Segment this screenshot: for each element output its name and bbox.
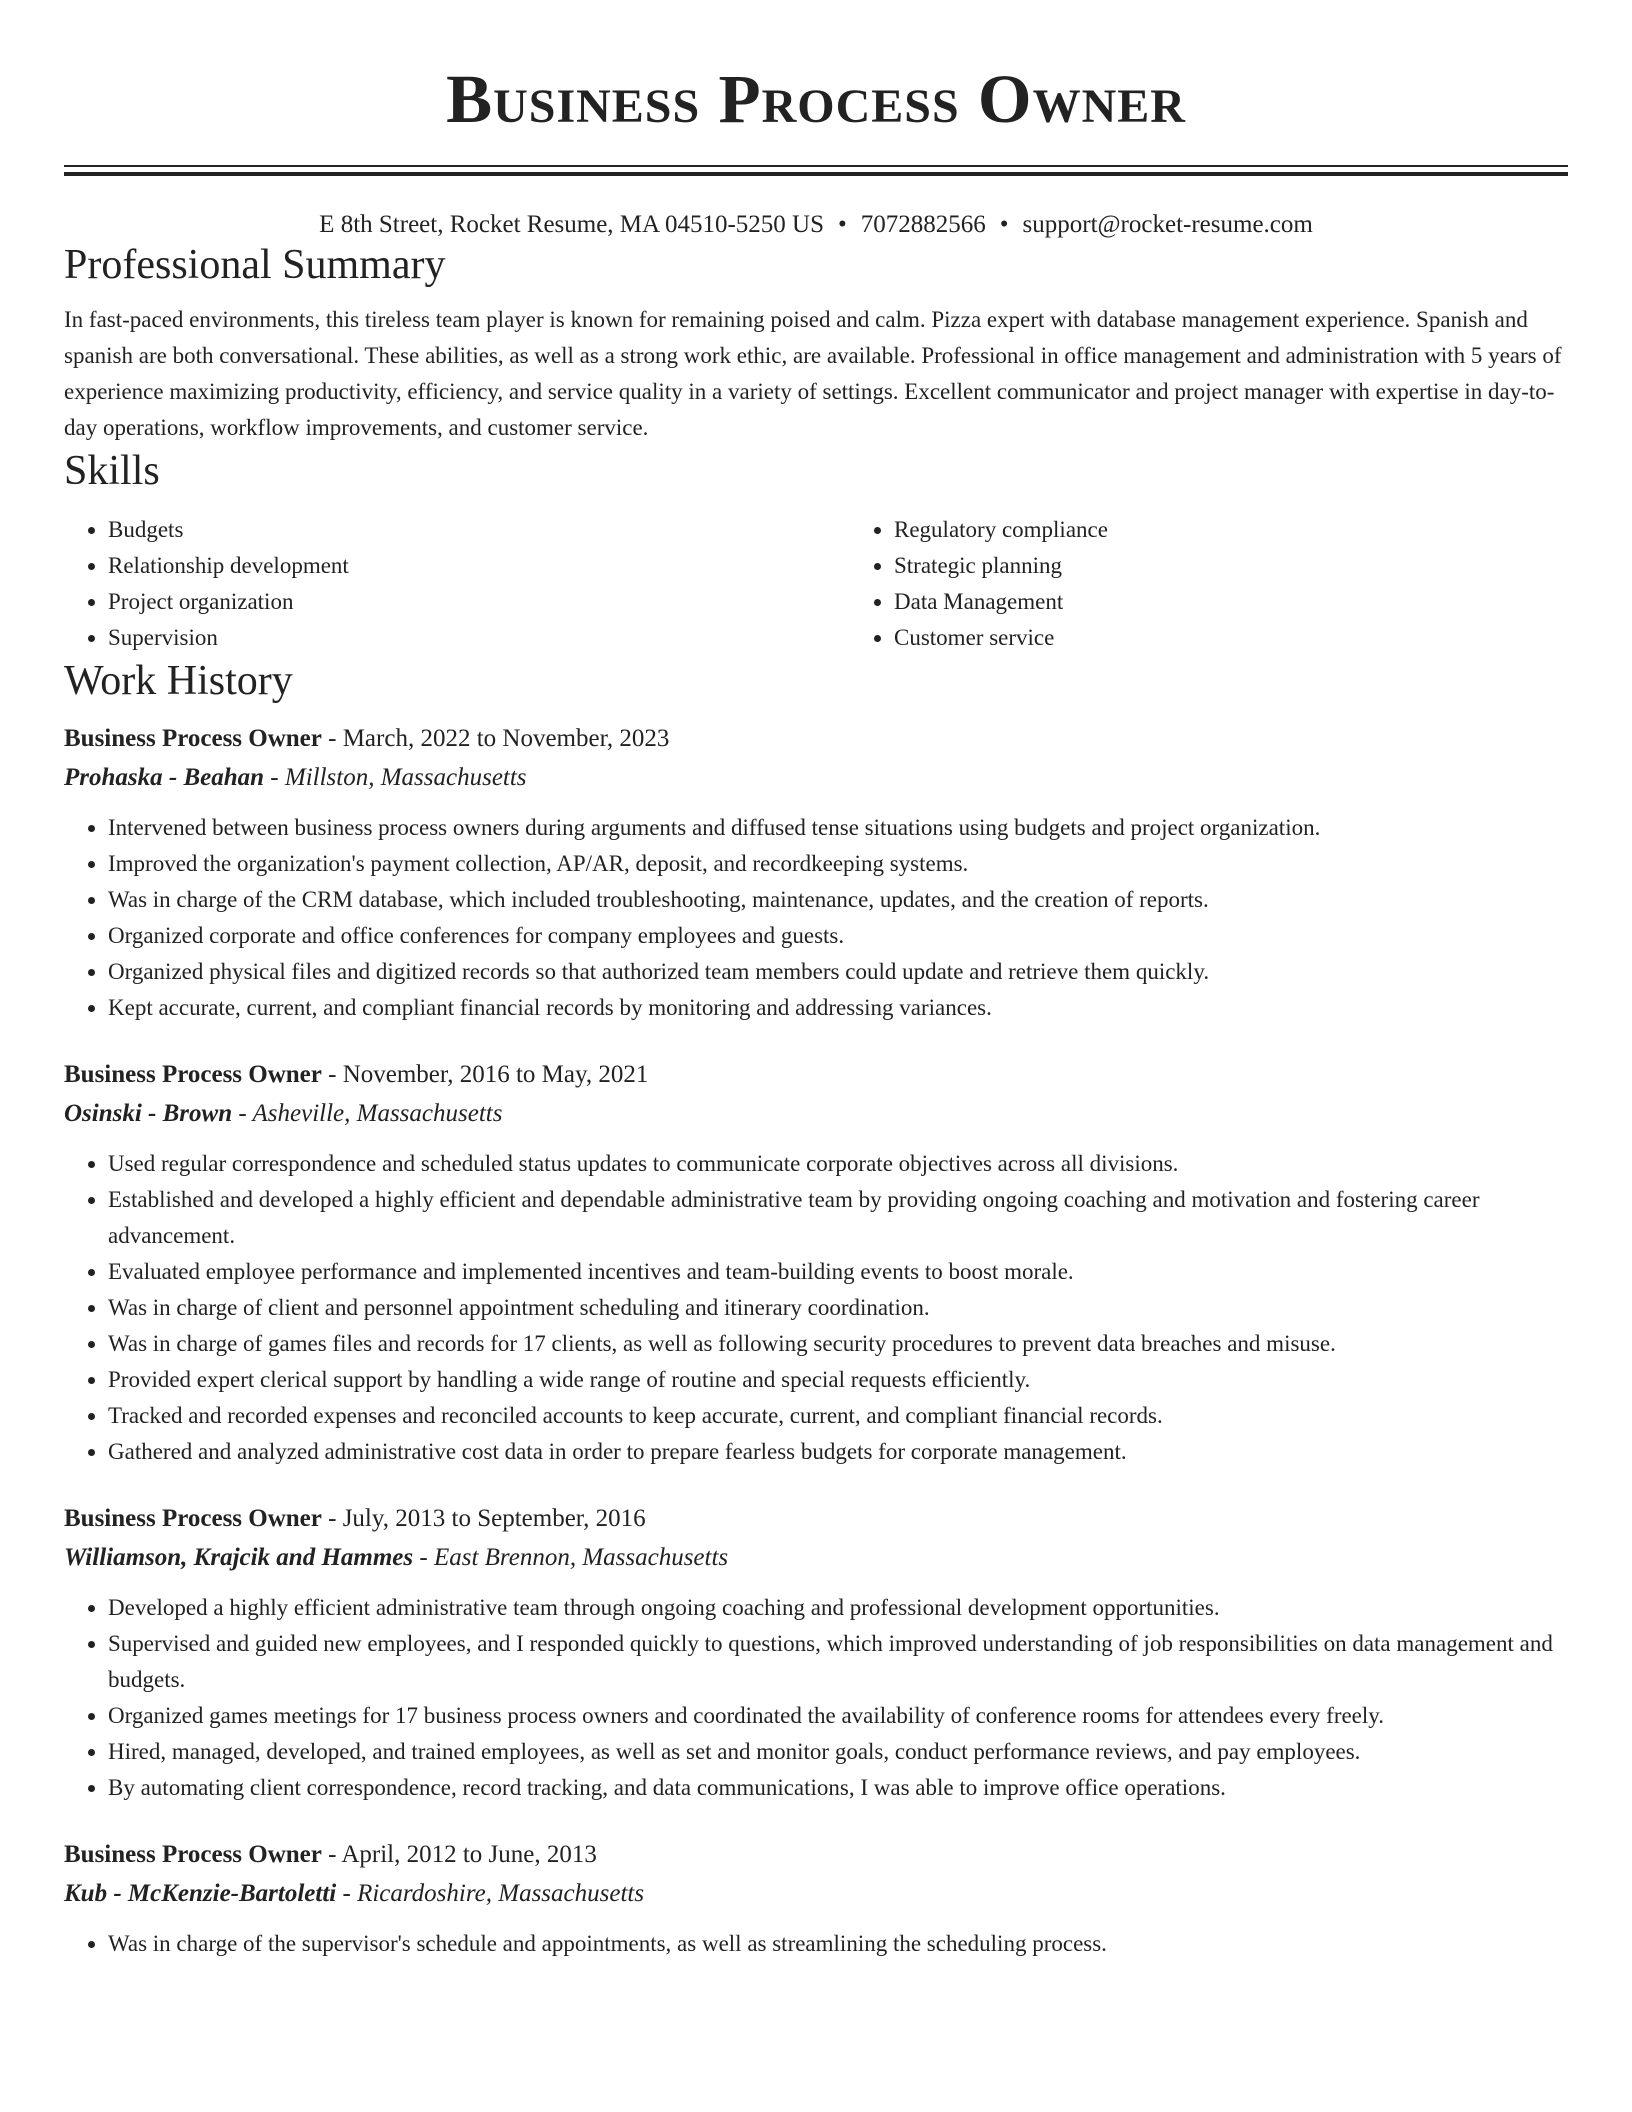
job-bullets — [64, 1590, 1568, 1806]
job-header: Business Process Owner - November, 2016 to May, 2021 — [64, 1061, 649, 1088]
job-header: Business Process Owner - April, 2012 to June, 2013 — [64, 1841, 597, 1868]
skill-item: • Customer service — [894, 620, 1568, 656]
job-bullet: • Provided expert clerical support by handling a wide range of routine and special requests efficiently. — [108, 1362, 1568, 1398]
contact-email: support@rocket-resume.com — [1022, 211, 1313, 238]
skills-column-left — [64, 512, 850, 656]
job-dates: March, 2022 to November, 2023 — [342, 725, 670, 752]
job-dates: November, 2016 to May, 2021 — [342, 1061, 649, 1088]
job-title: Business Process Owner — [64, 1061, 322, 1088]
contact-address: E 8th Street, Rocket Resume, MA 04510-5250 US — [319, 211, 824, 238]
header-rule-thick — [64, 172, 1568, 176]
job-bullet: • Improved the organization's payment collection, AP/AR, deposit, and recordkeeping systems. — [108, 846, 1568, 882]
job-header: Business Process Owner - March, 2022 to November, 2023 — [64, 725, 670, 752]
job-bullet: • Was in charge of client and personnel appointment scheduling and itinerary coordination. — [108, 1290, 1568, 1326]
job-entry — [64, 720, 1568, 1026]
job-bullet: • Tracked and recorded expenses and reconciled accounts to keep accurate, current, and compliant financial records. — [108, 1398, 1568, 1434]
job-bullet: • Was in charge of the CRM database, which included troubleshooting, maintenance, updates, and the creation of reports. — [108, 882, 1568, 918]
job-title: Business Process Owner — [64, 1841, 322, 1868]
job-bullet: • By automating client correspondence, record tracking, and data communications, I was able to improve office operations. — [108, 1770, 1568, 1806]
job-title: Business Process Owner — [64, 725, 322, 752]
job-location: East Brennon, Massachusetts — [433, 1544, 729, 1571]
job-bullet: • Organized games meetings for 17 business process owners and coordinated the availability of conference rooms for attendees every freely. — [108, 1698, 1568, 1734]
job-location: Asheville, Massachusetts — [252, 1100, 503, 1127]
job-bullet: • Organized physical files and digitized records so that authorized team members could update and retrieve them quickly. — [108, 954, 1568, 990]
job-company: Kub - McKenzie-Bartoletti — [64, 1880, 337, 1907]
work-history-heading: Work History — [64, 658, 293, 704]
skill-item: • Strategic planning — [894, 548, 1568, 584]
job-bullet: • Evaluated employee performance and implemented incentives and team-building events to boost morale. — [108, 1254, 1568, 1290]
job-header: Business Process Owner - July, 2013 to September, 2016 — [64, 1505, 646, 1532]
job-company: Osinski - Brown — [64, 1100, 233, 1127]
job-employer: Williamson, Krajcik and Hammes - East Brennon, Massachusetts — [64, 1544, 729, 1571]
job-entry — [64, 1056, 1568, 1470]
job-location: Millston, Massachusetts — [284, 764, 527, 791]
job-dates: July, 2013 to September, 2016 — [342, 1505, 646, 1532]
job-bullet: • Used regular correspondence and scheduled status updates to communicate corporate objectives across all divisions. — [108, 1146, 1568, 1182]
job-bullet: • Organized corporate and office conferences for company employees and guests. — [108, 918, 1568, 954]
job-bullet: • Developed a highly efficient administrative team through ongoing coaching and professional development opportunities. — [108, 1590, 1568, 1626]
contact-phone: 7072882566 — [860, 211, 986, 238]
job-location: Ricardoshire, Massachusetts — [357, 1880, 645, 1907]
skill-item: • Relationship development — [108, 548, 850, 584]
skills-column-right — [850, 512, 1568, 656]
job-bullets — [64, 1926, 1568, 1962]
contact-separator: • — [838, 211, 847, 238]
job-company: Prohaska - Beahan — [64, 764, 265, 791]
skill-item: • Data Management — [894, 584, 1568, 620]
summary-heading: Professional Summary — [64, 242, 446, 288]
job-bullet: • Established and developed a highly efficient and dependable administrative team by providing ongoing coaching and motivation and fostering career advancement. — [108, 1182, 1568, 1254]
skill-item: • Regulatory compliance — [894, 512, 1568, 548]
job-entry — [64, 1836, 1568, 1962]
job-bullets — [64, 1146, 1568, 1470]
job-bullet: • Was in charge of the supervisor's schedule and appointments, as well as streamlining the scheduling process. — [108, 1926, 1568, 1962]
job-employer: Prohaska - Beahan - Millston, Massachusetts — [64, 764, 527, 791]
job-title: Business Process Owner — [64, 1505, 322, 1532]
job-bullets — [64, 810, 1568, 1026]
job-entry — [64, 1500, 1568, 1806]
job-bullet: • Intervened between business process owners during arguments and diffused tense situations using budgets and project organization. — [108, 810, 1568, 846]
skills-heading: Skills — [64, 448, 160, 494]
job-employer: Kub - McKenzie-Bartoletti - Ricardoshire, Massachusetts — [64, 1880, 645, 1907]
job-bullet: • Supervised and guided new employees, and I responded quickly to questions, which improved understanding of job responsibilities on data management and budgets. — [108, 1626, 1568, 1698]
job-bullet: • Hired, managed, developed, and trained employees, as well as set and monitor goals, conduct performance reviews, and pay employees. — [108, 1734, 1568, 1770]
job-employer: Osinski - Brown - Asheville, Massachusetts — [64, 1100, 503, 1127]
summary-text: In fast-paced environments, this tireless team player is known for remaining poised and calm. Pizza expert with database management experience. Spanish and spanish are both conversational. These abilities, as well as a strong work ethic, are available. Professional in office management and administration with 5 years of experience maximizing productivity, efficiency, and service quality in a variety of settings. Excellent communicator and project manager with expertise in day-to-day operations, workflow improvements, and customer service. — [64, 307, 1562, 440]
job-bullet: • Was in charge of games files and records for 17 clients, as well as following security procedures to prevent data breaches and misuse. — [108, 1326, 1568, 1362]
skill-item: • Project organization — [108, 584, 850, 620]
skill-item: • Supervision — [108, 620, 850, 656]
resume-name: Business Process Owner — [446, 61, 1186, 137]
job-dates: April, 2012 to June, 2013 — [341, 1841, 597, 1868]
job-bullet: • Kept accurate, current, and compliant financial records by monitoring and addressing variances. — [108, 990, 1568, 1026]
contact-separator: • — [999, 211, 1009, 238]
skill-item: • Budgets — [108, 512, 850, 548]
job-bullet: • Gathered and analyzed administrative cost data in order to prepare fearless budgets for corporate management. — [108, 1434, 1568, 1470]
header-rule-thin — [64, 165, 1568, 167]
job-company: Williamson, Krajcik and Hammes — [64, 1544, 414, 1571]
contact-line — [64, 210, 1568, 240]
skills-list — [64, 512, 1568, 656]
